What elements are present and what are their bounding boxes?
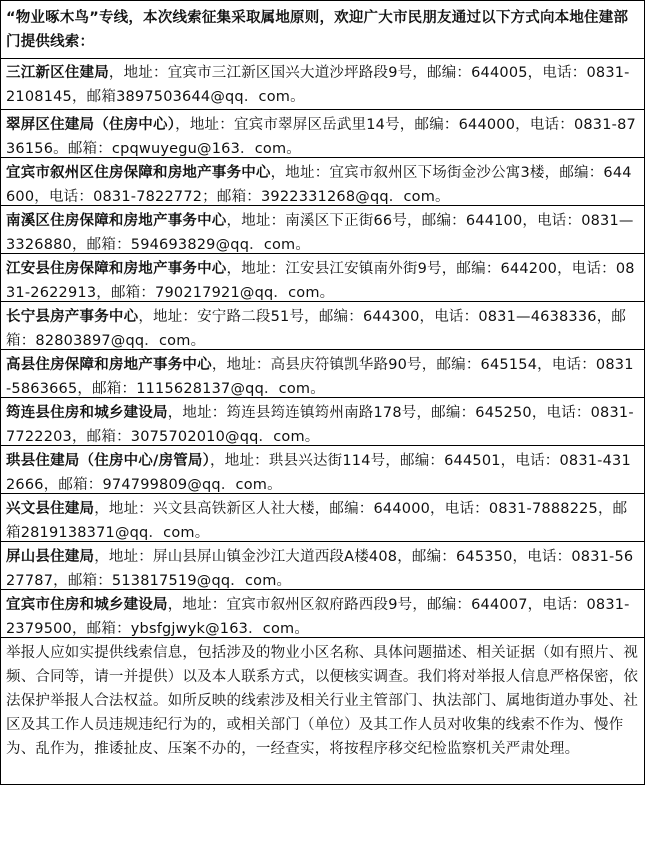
table-row (1, 494, 644, 542)
header-text: “物业啄木鸟”专线，本次线索征集采取属地原则，欢迎广大市民朋友通过以下方式向本地住建部门提供线索： (6, 10, 629, 50)
agency-name: 南溪区住房保障和房地产事务中心 (6, 213, 227, 229)
agency-name: 兴文县住建局 (6, 501, 95, 517)
agency-name: 筠连县住房和城乡建设局 (6, 405, 168, 421)
table-row (1, 542, 644, 590)
agency-name: 三江新区住建局 (6, 65, 109, 81)
agency-details: ，地址：南溪区下正街66号，邮编：644100，电话：0831—3326880，邮箱：594693829@qq．com。 (6, 213, 634, 253)
table-row (1, 110, 644, 158)
agency-name: 高县住房保障和房地产事务中心 (6, 357, 212, 373)
agency-details: ，地址：屏山县屏山镇金沙江大道西段A楼408，邮编：645350，电话：0831-5627787，邮箱：513817519@qq．com。 (6, 549, 634, 589)
agency-name: 屏山县住建局 (6, 549, 95, 565)
agency-details: ，地址：安宁路二段51号，邮编：644300，电话：0831—4638336，邮箱：82803897@qq．com。 (6, 309, 627, 349)
table-row (1, 254, 644, 302)
agency-name: 宜宾市叙州区住房保障和房地产事务中心 (6, 165, 271, 181)
footer-text: 举报人应如实提供线索信息，包括涉及的物业小区名称、具体问题描述、相关证据（如有照片、视频、合同等，请一并提供）以及本人联系方式，以便核实调查。我们将对举报人信息严格保密，依法保护举报人合法权益。如所反映的线索涉及相关行业主管部门、执法部门、属地街道办事处、社区及其工作人员违规违纪行为的，或相关部门（单位）及其工作人员对收集的线索不作为、慢作为、乱作为，推诿扯皮、压案不办的，一经查实，将按程序移交纪检监察机关严肃处理。 (6, 645, 639, 757)
agency-name: 宜宾市住房和城乡建设局 (6, 597, 168, 613)
header-cell (1, 1, 644, 59)
table-row (1, 59, 644, 110)
agency-details: ，地址：兴文县高铁新区人社大楼，邮编：644000，电话：0831-7888225，邮箱2819138371@qq．com。 (6, 501, 628, 541)
agency-details: ，地址：宜宾市三江新区国兴大道沙坪路段9号，邮编：644005，电话：0831-2108145，邮箱3897503644@qq．com。 (6, 65, 630, 105)
table-row (1, 302, 644, 350)
footer-cell (1, 638, 644, 785)
agency-name: 长宁县房产事务中心 (6, 309, 139, 325)
agency-details: ，地址：宜宾市叙州区下场街金沙公寓3楼，邮编：644600，电话：0831-7822772；邮箱：3922331268@qq．com。 (6, 165, 632, 205)
agency-details: ，地址：宜宾市叙州区叙府路西段9号，邮编：644007，电话：0831-2379500，邮箱：ybsfgjwyk@163．com。 (6, 597, 630, 637)
table-row (1, 446, 644, 494)
agency-details: ，地址：筠连县筠连镇筠州南路178号，邮编：645250，电话：0831-7722203，邮箱：3075702010@qq．com。 (6, 405, 634, 445)
table-row (1, 158, 644, 206)
table-row (1, 590, 644, 638)
agency-name: 珙县住建局（住房中心/房管局） (6, 453, 211, 469)
table-row (1, 350, 644, 398)
agency-name: 翠屏区住建局（住房中心） (6, 117, 176, 133)
agency-details: ，地址：宜宾市翠屏区岳武里14号，邮编：644000，电话：0831-8736156。邮箱：cpqwuyegu@163．com。 (6, 117, 636, 157)
agency-details: ，地址：江安县江安镇南外街9号，邮编：644200，电话：0831-2622913，邮箱：790217921@qq．com。 (6, 261, 635, 301)
agency-name: 江安县住房保障和房地产事务中心 (6, 261, 227, 277)
table-row (1, 398, 644, 446)
agency-details: ，地址：珙县兴达街114号，邮编：644501，电话：0831-4312666，邮箱：974799809@qq．com。 (6, 453, 631, 493)
table-row (1, 206, 644, 254)
agency-details: ，地址：高县庆符镇凯华路90号，邮编：645154，电话：0831-5863665，邮箱：1115628137@qq．com。 (6, 357, 634, 397)
